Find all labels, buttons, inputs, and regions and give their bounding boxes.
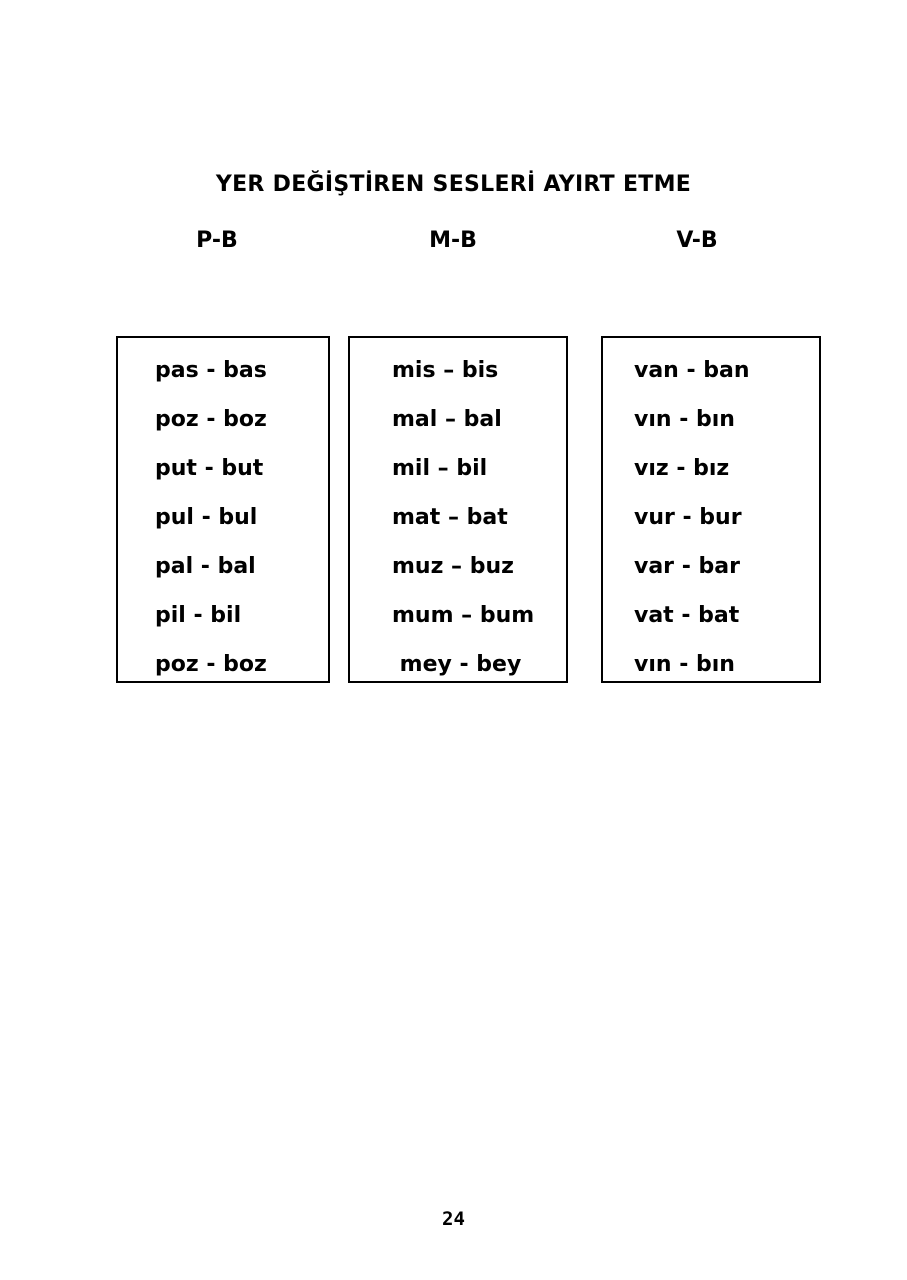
word-pair: put - but	[155, 456, 264, 481]
word-pair: mat – bat	[392, 505, 508, 530]
word-pair: vın - bın	[634, 652, 735, 677]
word-pair: vur - bur	[634, 505, 742, 530]
word-pair: poz - boz	[155, 652, 267, 677]
word-pair: var - bar	[634, 554, 740, 579]
word-pair-box-p-b	[116, 336, 330, 683]
word-pair: pas - bas	[155, 358, 267, 383]
word-pair: pal - bal	[155, 554, 256, 579]
page-title: YER DEĞİŞTİREN SESLERİ AYIRT ETME	[215, 172, 692, 197]
column-header-m-b: M-B	[429, 228, 477, 253]
word-pair: mum – bum	[392, 603, 535, 628]
word-pair: mal – bal	[392, 407, 502, 432]
column-header-p-b: P-B	[196, 228, 238, 253]
word-pair: poz - boz	[155, 407, 267, 432]
column-header-v-b: V-B	[676, 228, 718, 253]
word-pair: pil - bil	[155, 603, 242, 628]
word-pair: mey - bey	[392, 652, 522, 677]
word-pair: muz – buz	[392, 554, 514, 579]
page-number: 24	[442, 1208, 465, 1230]
word-pair-box-v-b	[601, 336, 821, 683]
word-pair: vat - bat	[634, 603, 740, 628]
word-pair: pul - bul	[155, 505, 258, 530]
word-pair: vız - bız	[634, 456, 730, 481]
word-pair-box-m-b	[348, 336, 568, 683]
word-pair: van - ban	[634, 358, 750, 383]
word-pair: mil – bil	[392, 456, 488, 481]
word-pair: mis – bis	[392, 358, 499, 383]
word-pair: vın - bın	[634, 407, 735, 432]
